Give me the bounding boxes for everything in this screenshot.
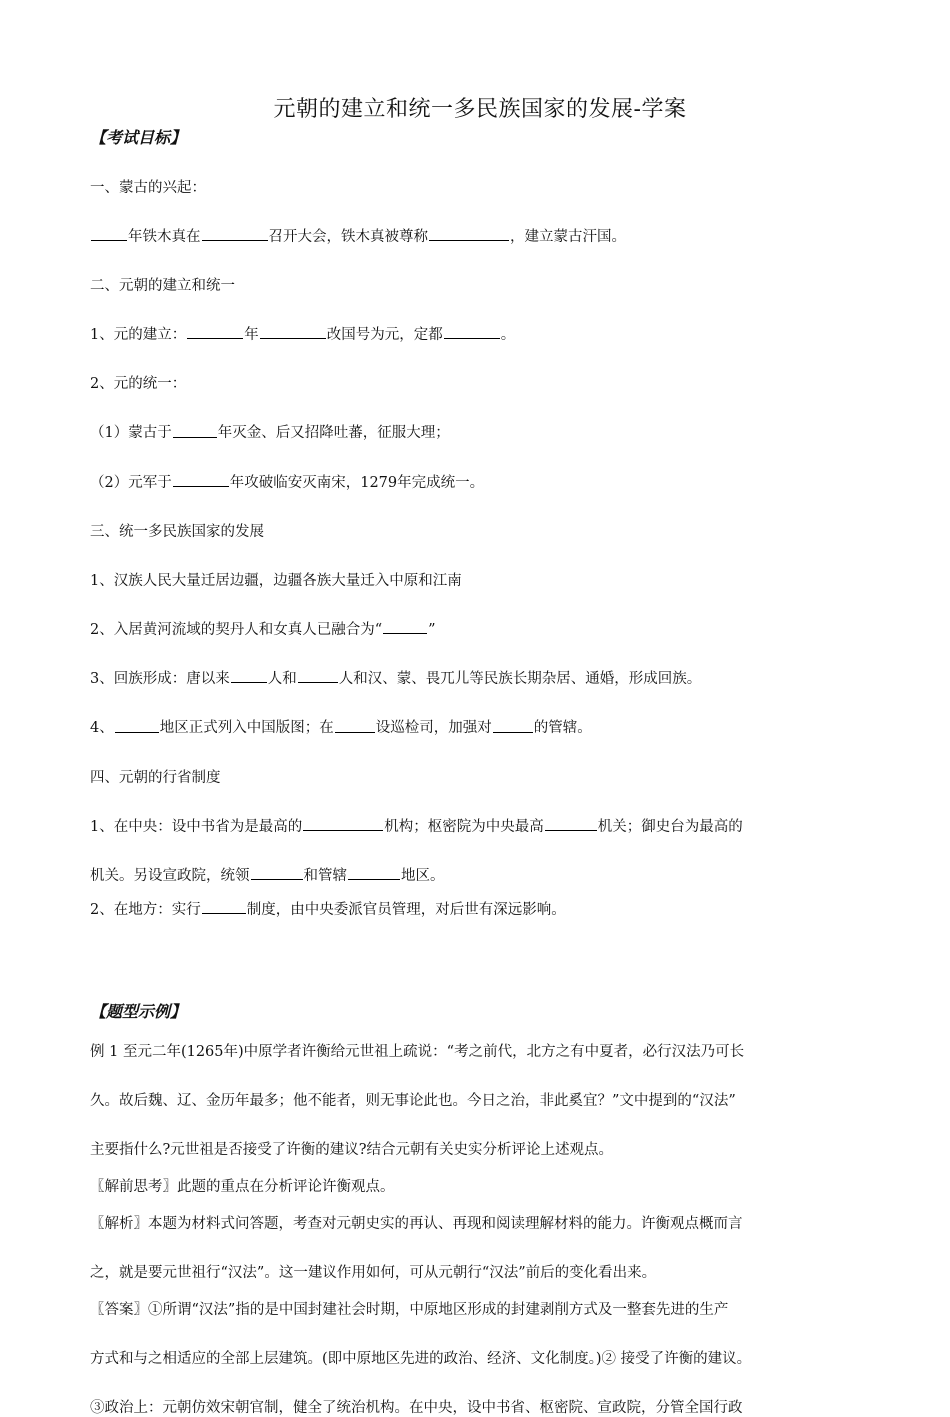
answer-line-1: 〖答案〗①所谓“汉法”指的是中国封建社会时期，中原地区形成的封建剥削方式及一整套先进的生产 <box>90 1302 729 1319</box>
section-3-line-4 <box>90 716 870 737</box>
text-segment: 年 <box>244 327 259 344</box>
text-segment: 机关；御史台为最高的 <box>597 818 743 835</box>
text-segment: 1、元的建立： <box>90 327 187 344</box>
section-2-heading: 二、元朝的建立和统一 <box>90 278 235 295</box>
fill-blank[interactable] <box>173 471 229 487</box>
text-segment: 地区。 <box>401 867 445 884</box>
fill-blank[interactable] <box>335 716 375 732</box>
section-3-heading: 三、统一多民族国家的发展 <box>90 523 264 540</box>
text-segment: 的管辖。 <box>533 720 592 737</box>
fill-blank[interactable] <box>173 421 217 437</box>
analysis-line-1: 〖解析〗本题为材料式问答题，考查对元朝史实的再认、再现和阅读理解材料的能力。许衡观点概而言 <box>90 1216 743 1233</box>
section-4-line-2 <box>90 864 870 885</box>
text-segment: 2、入居黄河流域的契丹人和女真人已融合为“ <box>90 622 383 639</box>
fill-blank[interactable] <box>251 864 303 880</box>
text-segment: 年灭金、后又招降吐蕃，征服大理； <box>217 425 450 442</box>
section-1-heading: 一、蒙古的兴起： <box>90 180 206 196</box>
text-segment: 召开大会，铁木真被尊称 <box>268 229 428 246</box>
section-2-line-2: 2、元的统一： <box>90 376 187 393</box>
section-2-line-3 <box>90 421 870 442</box>
example-question-line-3: 主要指什么?元世祖是否接受了许衡的建议?结合元朝有关史实分析评论上述观点。 <box>90 1142 614 1159</box>
fill-blank[interactable] <box>202 898 246 914</box>
fill-blank[interactable] <box>348 864 400 880</box>
example-question-line-1: 例 1 至元二年(1265年)中原学者许衡给元世祖上疏说：“考之前代，北方之有中夏者，必行汉法乃可长 <box>90 1044 745 1061</box>
answer-line-3: ③政治上：元朝仿效宋朝官制，健全了统治机构。在中央，设中书省、枢密院、宣政院，分管全国行政 <box>90 1400 743 1417</box>
text-segment: ，建立蒙古汗国。 <box>510 229 626 246</box>
examples-heading: 【题型示例】 <box>90 1002 187 1022</box>
text-segment: 。 <box>500 327 516 344</box>
text-segment: 地区正式列入中国版图；在 <box>159 720 334 737</box>
section-3-line-2 <box>90 618 870 639</box>
text-segment: 1、在中央：设中书省为是最高的 <box>90 818 303 835</box>
text-segment: 和管辖 <box>303 867 347 884</box>
text-segment: （1）蒙古于 <box>90 425 172 442</box>
text-segment: 2、在地方：实行 <box>90 902 201 919</box>
fill-blank[interactable] <box>231 667 267 683</box>
exam-goals-heading: 【考试目标】 <box>90 128 187 147</box>
fill-blank[interactable] <box>429 225 509 241</box>
fill-blank[interactable] <box>260 323 326 339</box>
text-segment: 年攻破临安灭南宋，1279年完成统一。 <box>229 474 485 491</box>
text-segment: 人和 <box>267 671 297 688</box>
text-segment: 制度，由中央委派官员管理，对后世有深远影响。 <box>246 902 566 919</box>
think-line: 〖解前思考〗此题的重点在分析评论许衡观点。 <box>90 1179 395 1196</box>
section-3-line-1: 1、汉族人民大量迁居边疆，边疆各族大量迁入中原和江南 <box>90 572 462 589</box>
fill-blank[interactable] <box>383 618 427 634</box>
fill-blank[interactable] <box>493 716 533 732</box>
section-2-line-1 <box>90 323 870 344</box>
page-title: 元朝的建立和统一多民族国家的发展-学案 <box>273 97 687 122</box>
fill-blank[interactable] <box>298 667 338 683</box>
section-4-line-1 <box>90 815 870 836</box>
text-segment: 设巡检司，加强对 <box>375 720 492 737</box>
fill-blank[interactable] <box>303 815 383 831</box>
section-3-line-3 <box>90 667 870 688</box>
section-1-line-1 <box>90 225 870 246</box>
fill-blank[interactable] <box>202 225 268 241</box>
fill-blank[interactable] <box>444 323 500 339</box>
text-segment: 机关。另设宣政院，统领 <box>90 867 250 884</box>
fill-blank[interactable] <box>187 323 243 339</box>
text-segment: 机构；枢密院为中央最高 <box>384 818 544 835</box>
example-question-line-2: 久。故后魏、辽、金历年最多；他不能者，则无事论此也。今日之治，非此奚宜？”文中提到的“汉法” <box>90 1093 736 1110</box>
fill-blank[interactable] <box>91 225 127 241</box>
text-segment: 4、 <box>90 720 114 737</box>
fill-blank[interactable] <box>545 815 597 831</box>
text-segment: 3、回族形成：唐以来 <box>90 671 230 688</box>
section-4-heading: 四、元朝的行省制度 <box>90 769 221 786</box>
text-segment: 年铁木真在 <box>128 229 201 246</box>
text-segment: （2）元军于 <box>90 474 172 491</box>
text-segment: 改国号为元，定都 <box>326 327 443 344</box>
analysis-line-2: 之，就是要元世祖行“汉法”。这一建议作用如何，可从元朝行“汉法”前后的变化看出来。 <box>90 1265 657 1282</box>
text-segment: 人和汉、蒙、畏兀儿等民族长期杂居、通婚，形成回族。 <box>338 671 702 688</box>
answer-line-2: 方式和与之相适应的全部上层建筑。(即中原地区先进的政治、经济、文化制度。)② 接受了许衡的建议。 <box>90 1351 752 1368</box>
section-4-line-3 <box>90 898 870 919</box>
section-2-line-4 <box>90 471 870 492</box>
text-segment: ” <box>428 622 436 639</box>
fill-blank[interactable] <box>115 716 159 732</box>
